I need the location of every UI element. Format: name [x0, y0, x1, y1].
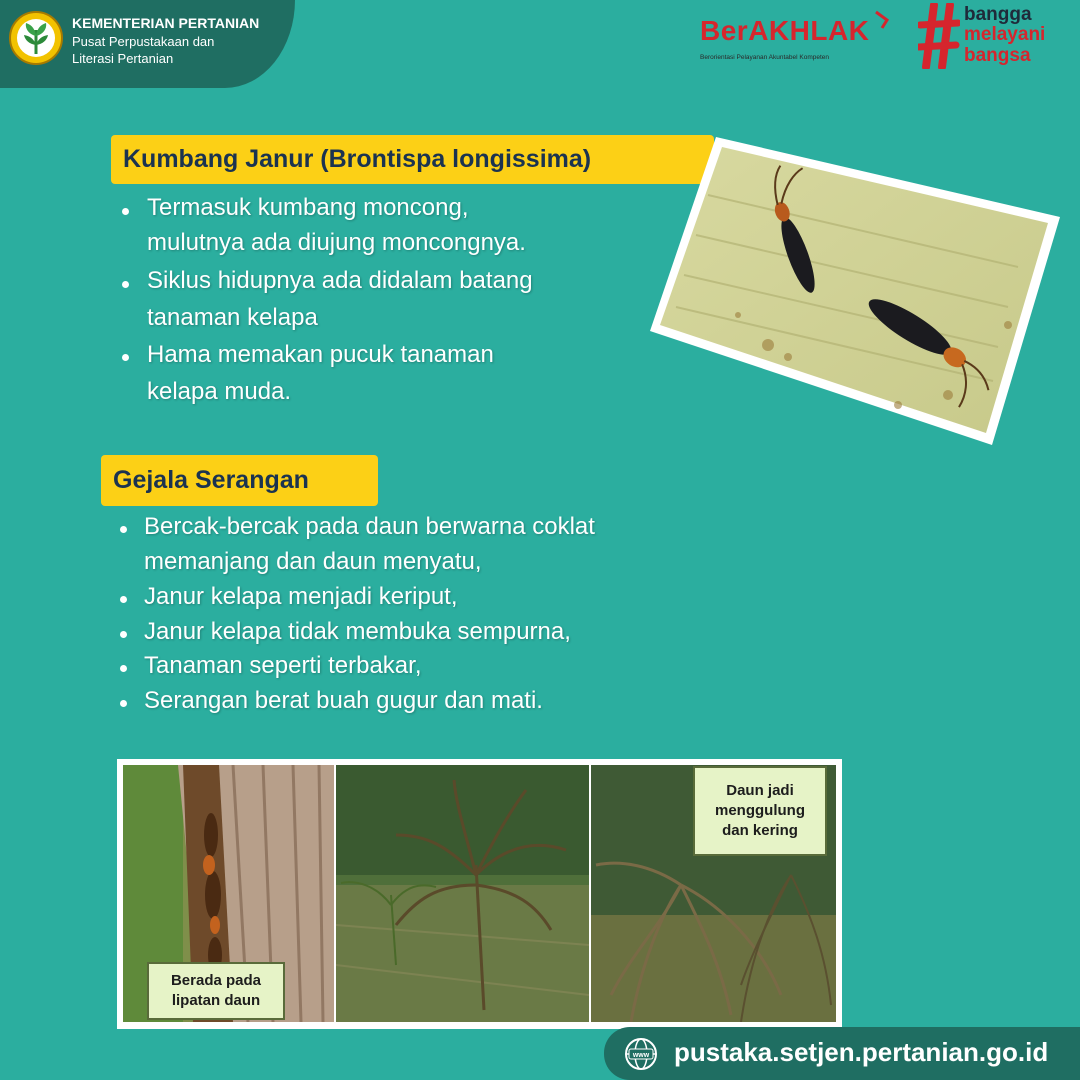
- bullet-dot: [122, 281, 129, 288]
- section1-list: [120, 192, 660, 412]
- list-line: Janur kelapa tidak membuka sempurna,: [144, 618, 571, 645]
- list-line: tanaman kelapa: [147, 304, 318, 331]
- bullet-dot: [120, 665, 127, 672]
- org-header-badge: [0, 0, 295, 88]
- list-line: kelapa muda.: [147, 378, 292, 405]
- list-line: Tanaman seperti terbakar,: [144, 652, 422, 679]
- section2-list: [117, 510, 757, 720]
- hashtag-icon: [918, 3, 960, 69]
- caption-line: menggulung: [715, 802, 805, 819]
- chevron-mark-icon: [872, 10, 892, 30]
- list-line: Siklus hidupnya ada didalam batang: [147, 267, 533, 294]
- caption-dried-leaves: [693, 766, 827, 856]
- berakhlak-logo: [700, 10, 900, 70]
- list-line: Hama memakan pucuk tanaman: [147, 341, 494, 368]
- bangga-line3: bangsa: [964, 45, 1031, 66]
- website-url[interactable]: pustaka.setjen.pertanian.go.id: [674, 1037, 1049, 1067]
- list-line: memanjang dan daun menyatu,: [144, 548, 482, 575]
- berakhlak-tagline: Berorientasi Pelayanan Akuntabel Kompeten: [700, 54, 830, 61]
- globe-www-icon: [624, 1037, 658, 1071]
- bullet-dot: [120, 700, 127, 707]
- caption-line: Berada pada: [170, 972, 262, 989]
- bullet-dot: [120, 631, 127, 638]
- website-footer[interactable]: [604, 1027, 1080, 1080]
- list-line: Termasuk kumbang moncong,: [147, 194, 469, 221]
- caption-line: lipatan daun: [171, 992, 261, 1009]
- beetle-photo: [648, 135, 1060, 445]
- bullet-dot: [120, 526, 127, 533]
- bangga-line2: melayani: [964, 24, 1046, 45]
- caption-line: Daun jadi: [726, 782, 794, 799]
- list-line: Janur kelapa menjadi keriput,: [144, 583, 458, 610]
- list-line: Bercak-bercak pada daun berwarna coklat: [144, 513, 595, 540]
- org-unit-line2: Literasi Pertanian: [72, 51, 174, 66]
- bullet-dot: [122, 208, 129, 215]
- org-name: KEMENTERIAN PERTANIAN: [72, 15, 260, 31]
- kementan-emblem-icon: [8, 10, 64, 66]
- bullet-dot: [122, 354, 129, 361]
- caption-leaf-fold: [147, 962, 285, 1020]
- section2-title: Gejala Serangan: [101, 455, 378, 506]
- list-line: mulutnya ada diujung moncongnya.: [147, 229, 526, 256]
- bullet-dot: [120, 596, 127, 603]
- young-palm-photo: [336, 765, 589, 1022]
- bangga-line1: bangga: [964, 4, 1032, 25]
- bangga-melayani-bangsa-logo: [918, 3, 1068, 71]
- caption-line: dan kering: [722, 822, 798, 839]
- svg-text:www: www: [632, 1052, 650, 1059]
- org-unit-line1: Pusat Perpustakaan dan: [72, 34, 215, 49]
- berakhlak-wordmark: BerAKHLAK: [700, 15, 870, 46]
- list-line: Serangan berat buah gugur dan mati.: [144, 687, 543, 714]
- section1-title: Kumbang Janur (Brontispa longissima): [111, 135, 714, 184]
